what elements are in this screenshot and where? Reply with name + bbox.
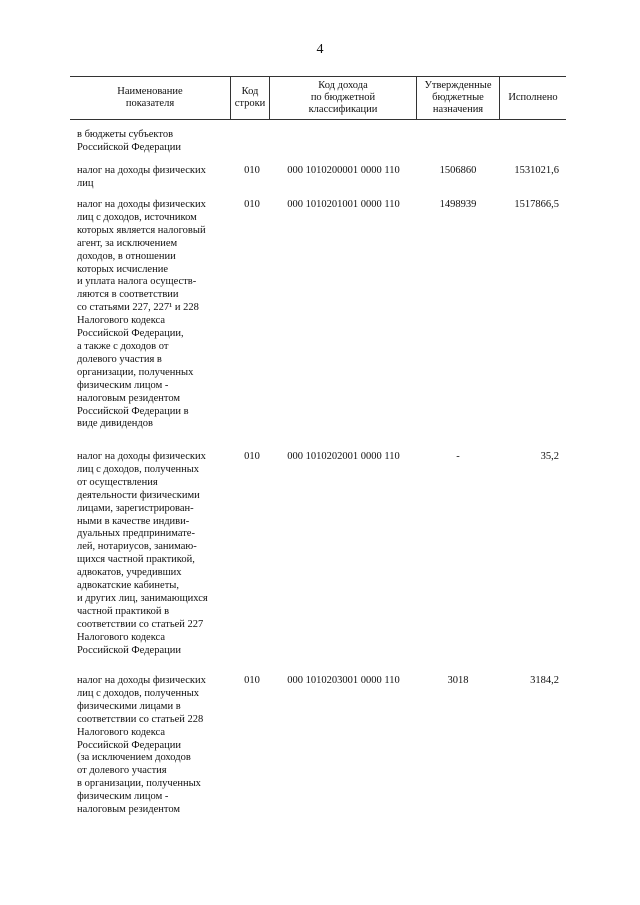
row-approved: - — [456, 451, 460, 462]
header-name: Наименование показателя — [117, 86, 183, 109]
page-number: 4 — [316, 42, 324, 57]
row-code: 010 — [244, 675, 260, 686]
row-budget-code: 000 1010202001 0000 110 — [287, 451, 400, 462]
row-code: 010 — [244, 199, 260, 210]
row-budget-code: 000 1010203001 0000 110 — [287, 675, 400, 686]
row-budget-code: 000 1010201001 0000 110 — [287, 199, 400, 210]
row-name: налог на доходы физических лиц с доходов, источником которых является налоговый агент, за исключением доходов, в отношении которых исчисление и уплата налога осуществ- ляются в соответствии со статьями 227, 227¹ и 228 Налогового кодекса Российской Федерации, а также с доходов от долевого участия в организации, полученных физическим лицом - налоговым резидентом Российской Федерации в виде дивидендов — [77, 199, 206, 430]
row-executed-wrap — [500, 675, 566, 686]
table-header — [70, 76, 566, 120]
row-code: 010 — [244, 451, 260, 462]
row-name: налог на доходы физических лиц — [77, 165, 206, 189]
header-budget-code: Код дохода по бюджетной классификации — [308, 80, 378, 115]
row-name: налог на доходы физических лиц с доходов, полученных от осуществления деятельности физическими лицами, зарегистрирован- ными в качестве индиви- дуальных предпринимате- лей, нотариусов, занимаю- щихся частной практикой, адвокатов, учредивших адвокатские кабинеты, и других лиц, занимающихся частной практикой в соответствии со статьей 227 Налогового кодекса Российской Федерации — [77, 451, 208, 656]
header-executed: Исполнено — [508, 92, 558, 103]
row-executed-wrap — [500, 199, 566, 210]
row-executed-wrap — [500, 451, 566, 462]
row-approved: 3018 — [447, 675, 469, 686]
row-executed: 3184,2 — [530, 675, 559, 686]
row-name: налог на доходы физических лиц с доходов, полученных физическими лицами в соответствии со статьей 228 Налогового кодекса Российской Федерации (за исключением доходов от долевого участия в организации, полученных физическим лицом - налоговым резидентом — [77, 675, 206, 816]
row-code: 010 — [244, 165, 260, 176]
row-approved: 1506860 — [439, 165, 477, 176]
header-code: Код строки — [234, 86, 266, 109]
row-budget-code: 000 1010200001 0000 110 — [287, 165, 400, 176]
row-executed: 1517866,5 — [514, 199, 559, 210]
row-name: в бюджеты субъектов Российской Федерации — [77, 129, 181, 153]
row-approved: 1498939 — [439, 199, 477, 210]
row-executed: 35,2 — [540, 451, 559, 462]
header-approved: Утвержденные бюджетные назначения — [424, 80, 492, 115]
row-executed: 1531021,6 — [514, 165, 559, 176]
row-executed-wrap — [500, 165, 566, 176]
